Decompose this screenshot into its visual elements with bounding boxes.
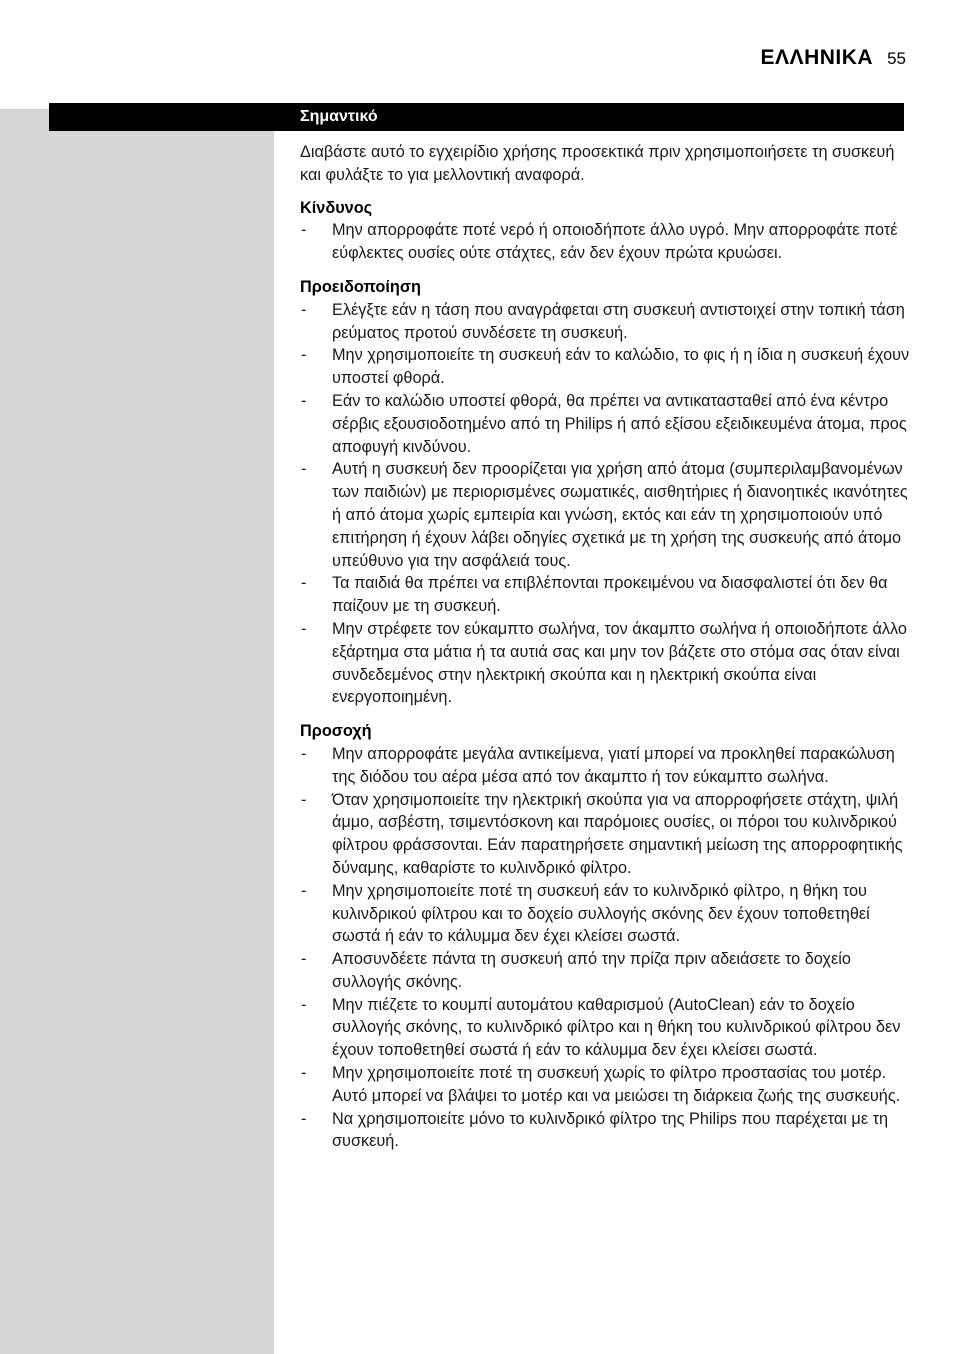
- list-item: - Μην πιέζετε το κουμπί αυτομάτου καθαρισμού (AutoClean) εάν το δοχείο συλλογής σκόνης, το κυλινδρικό φίλτρο και η θήκη του κυλινδρικού φίλτρου δεν έχουν τοποθετηθεί σωστά ή εάν το κάλυμμα δεν έχει κλείσει σωστά.: [300, 994, 910, 1062]
- warning-heading: Προειδοποίηση: [300, 277, 421, 296]
- list-item: - Τα παιδιά θα πρέπει να επιβλέπονται προκειμένου να διασφαλιστεί ότι δεν θα παίζουν με τη συσκευή.: [300, 572, 910, 618]
- list-item: - Αποσυνδέετε πάντα τη συσκευή από την πρίζα πριν αδειάσετε το δοχείο συλλογής σκόνης.: [300, 948, 910, 994]
- section-title: Σημαντικό: [300, 108, 378, 125]
- page-header: [761, 46, 906, 70]
- page-number: 55: [887, 49, 906, 68]
- list-item: - Αυτή η συσκευή δεν προορίζεται για χρήση από άτομα (συμπεριλαμβανομένων των παιδιών) με περιορισμένες σωματικές, αισθητήριες ή διανοητικές ικανότητες ή από άτομα χωρίς εμπειρία και γνώση, εκτός και εάν τη χρησιμοποιούν υπό επιτήρηση ή έχουν λάβει οδηγίες σχετικά με τη χρήση της συσκευής από άτομο υπεύθυνο για την ασφάλειά τους.: [300, 458, 910, 572]
- caution-list: [300, 743, 910, 1153]
- main-content: [300, 141, 910, 1164]
- list-item: - Μην χρησιμοποιείτε ποτέ τη συσκευή εάν το κυλινδρικό φίλτρο, η θήκη του κυλινδρικού φίλτρου και το δοχείο συλλογής σκόνης δεν έχουν τοποθετηθεί σωστά ή εάν το κάλυμμα δεν έχει κλείσει σωστά.: [300, 880, 910, 948]
- warning-list: [300, 299, 910, 709]
- danger-heading: Κίνδυνος: [300, 198, 373, 217]
- intro-paragraph: Διαβάστε αυτό το εγχειρίδιο χρήσης προσεκτικά πριν χρησιμοποιήσετε τη συσκευή και φυλάξτε το για μελλοντική αναφορά.: [300, 143, 895, 184]
- list-item: - Μην στρέφετε τον εύκαμπτο σωλήνα, τον άκαμπτο σωλήνα ή οποιοδήποτε άλλο εξάρτημα στα μάτια ή τα αυτιά σας και μην τον βάζετε στο στόμα σας όταν είναι συνδεδεμένος στην ηλεκτρική σκούπα και η ηλεκτρική σκούπα είναι ενεργοποιημένη.: [300, 618, 910, 709]
- list-item: - Όταν χρησιμοποιείτε την ηλεκτρική σκούπα για να απορροφήσετε στάχτη, ψιλή άμμο, ασβέστη, τσιμεντόσκονη και παρόμοιες ουσίες, οι πόροι του κυλινδρικού φίλτρου φράσσονται. Εάν παρατηρήσετε σημαντική μείωση της απορροφητικής δύναμης, καθαρίστε το κυλινδρικό φίλτρο.: [300, 789, 910, 880]
- list-item: - Μην απορροφάτε μεγάλα αντικείμενα, γιατί μπορεί να προκληθεί παρακώλυση της διόδου του αέρα μέσα από τον άκαμπτο ή τον εύκαμπτο σωλήνα.: [300, 743, 910, 789]
- list-item: - Ελέγξτε εάν η τάση που αναγράφεται στη συσκευή αντιστοιχεί στην τοπική τάση ρεύματος προτού συνδέσετε τη συσκευή.: [300, 299, 910, 345]
- section-title-bar: [49, 103, 904, 131]
- list-item: - Εάν το καλώδιο υποστεί φθορά, θα πρέπει να αντικατασταθεί από ένα κέντρο σέρβις εξουσιοδοτημένο από τη Philips ή από εξίσου εξειδικευμένα άτομα, προς αποφυγή κινδύνου.: [300, 390, 910, 458]
- list-item: - Μην απορροφάτε ποτέ νερό ή οποιοδήποτε άλλο υγρό. Μην απορροφάτε ποτέ εύφλεκτες ουσίες ούτε στάχτες, εάν δεν έχουν πρώτα κρυώσει.: [300, 219, 910, 265]
- language-label: ΕΛΛΗΝΙΚΑ: [760, 46, 874, 69]
- list-item: - Μην χρησιμοποιείτε ποτέ τη συσκευή χωρίς το φίλτρο προστασίας του μοτέρ. Αυτό μπορεί να βλάψει το μοτέρ και να μειώσει τη διάρκεια ζωής της συσκευής.: [300, 1062, 910, 1108]
- danger-list: [300, 219, 910, 265]
- side-panel: [0, 109, 274, 1354]
- caution-heading: Προσοχή: [300, 722, 372, 741]
- list-item: - Μην χρησιμοποιείτε τη συσκευή εάν το καλώδιο, το φις ή η ίδια η συσκευή έχουν υποστεί φθορά.: [300, 344, 910, 390]
- list-item: - Να χρησιμοποιείτε μόνο το κυλινδρικό φίλτρο της Philips που παρέχεται με τη συσκευή.: [300, 1108, 910, 1154]
